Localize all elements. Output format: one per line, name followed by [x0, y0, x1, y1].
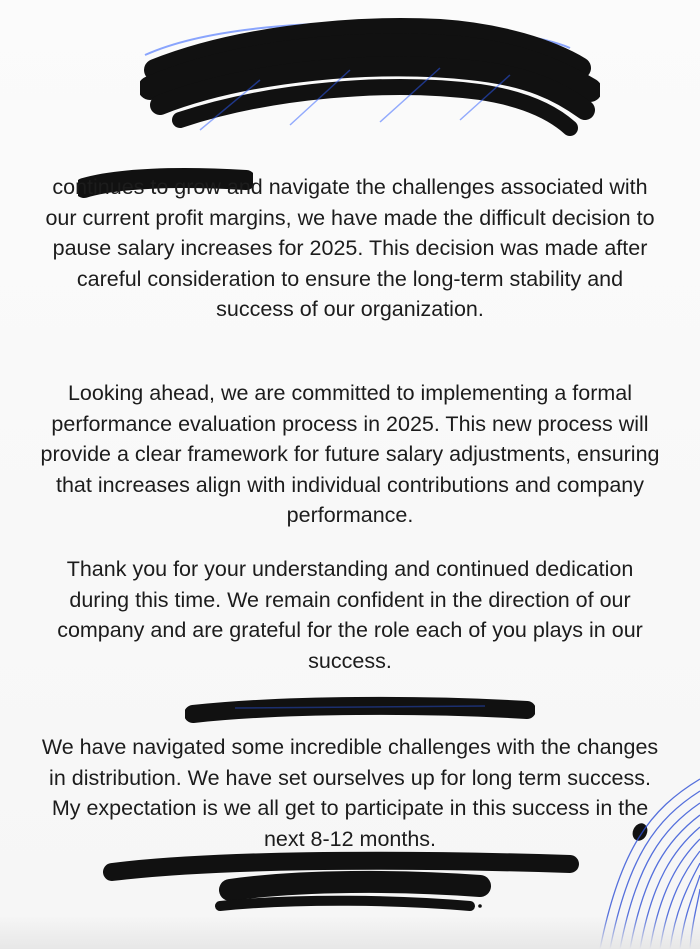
redaction-signature-line	[185, 696, 535, 730]
bottom-shadow	[0, 915, 700, 949]
paragraph-handwritten-note-text: We have navigated some incredible challenges with the changes in distribution. We have set ourselves up for long term success. My expectation is we all get to participate in this success in the next 8-12 months.	[41, 735, 659, 851]
paragraph-thank-you	[40, 554, 660, 676]
paragraph-performance-evaluation	[40, 378, 660, 531]
redaction-title-scribble	[140, 10, 600, 150]
paragraph-thank-you-text: Thank you for your understanding and continued dedication during this time. We remain confident in the direction of our company and are grateful for the role each of you plays in our success.	[57, 557, 643, 673]
paragraph-salary-pause-text: continues to grow and navigate the challenges associated with our current profit margins, we have made the difficult decision to pause salary increases for 2025. This decision was made after careful consideration to ensure the long-term stability and success of our organization.	[45, 175, 655, 321]
paragraph-performance-evaluation-text: Looking ahead, we are committed to implementing a formal performance evaluation process in 2025. This new process will provide a clear framework for future salary adjustments, ensuring that increases align with individual contributions and company performance.	[40, 381, 660, 527]
paragraph-salary-pause	[40, 172, 660, 325]
